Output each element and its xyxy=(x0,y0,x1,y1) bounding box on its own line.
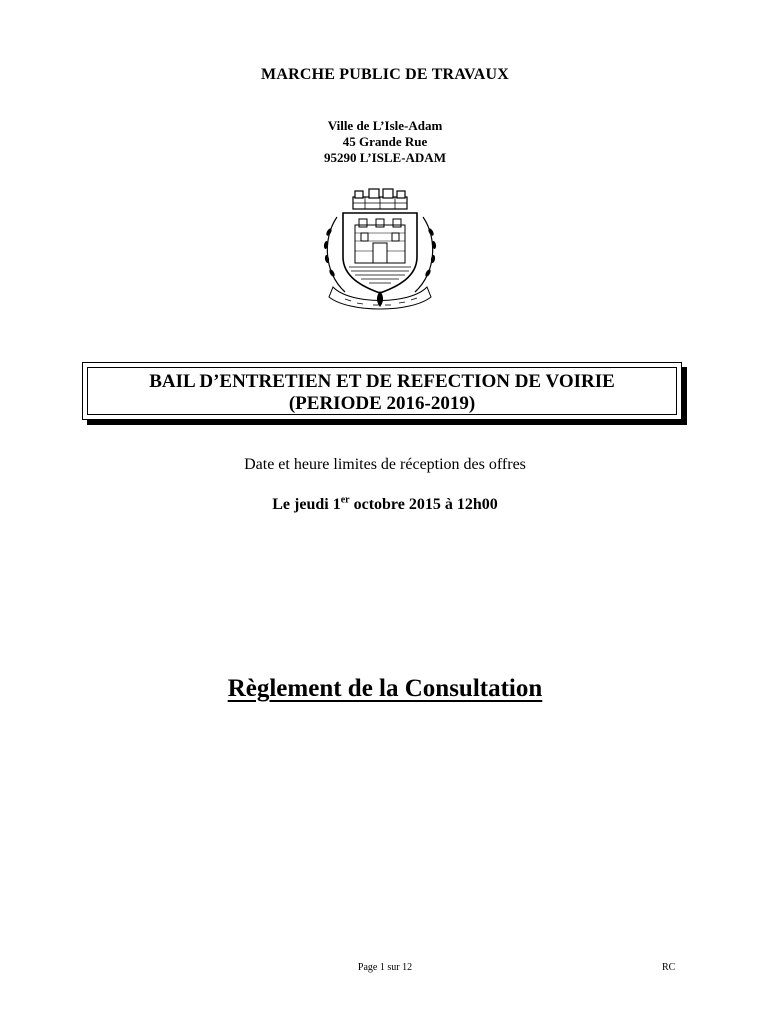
issuer-address xyxy=(0,118,770,166)
document-title: MARCHE PUBLIC DE TRAVAUX xyxy=(261,66,509,83)
project-title-line: BAIL D’ENTRETIEN ET DE REFECTION DE VOIRIE xyxy=(149,371,615,392)
project-title-box xyxy=(82,362,682,420)
project-period-line: (PERIODE 2016-2019) xyxy=(288,393,476,414)
city-coat-of-arms-icon xyxy=(315,187,445,317)
deadline-date xyxy=(0,496,770,514)
address-line-street: 45 Grande Rue xyxy=(342,134,428,149)
deadline-date-suffix: octobre 2015 à 12h00 xyxy=(349,496,498,513)
project-title-frame xyxy=(87,367,677,415)
deadline-date-prefix: Le jeudi 1 xyxy=(272,496,341,513)
address-line-postal: 95290 L’ISLE-ADAM xyxy=(324,150,446,165)
page-number: Page 1 sur 12 xyxy=(357,962,413,973)
deadline-label: Date et heure limites de réception des offres xyxy=(244,456,526,473)
document-code: RC xyxy=(662,962,676,973)
document-type-heading: Règlement de la Consultation xyxy=(227,675,543,702)
deadline-date-ordinal: er xyxy=(340,494,350,506)
address-line-city: Ville de L’Isle-Adam xyxy=(327,118,443,133)
